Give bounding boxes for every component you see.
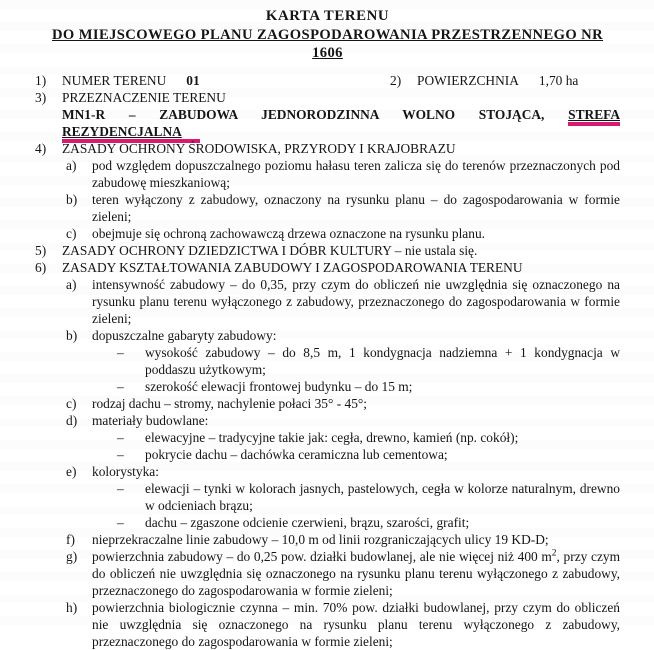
- item-text: kolorystyka:: [92, 464, 159, 479]
- item-text: wysokość zabudowy – do 8,5 m, 1 kondygnacja nadziemna + 1 kondygnacja w poddaszu użytkowym;: [145, 345, 620, 377]
- item-marker: h): [66, 600, 78, 615]
- section-heading: ZASADY KSZTAŁTOWANIA ZABUDOWY I ZAGOSPODAROWANIA TERENU: [62, 260, 523, 275]
- terrain-number-marker: 1): [35, 73, 47, 88]
- sections: [35, 140, 620, 650]
- item-text: rodzaj dachu – stromy, nachylenie połaci 35° - 45°;: [92, 396, 367, 411]
- item-text: intensywność zabudowy – do 0,35, przy czym do obliczeń nie uwzględnia się oznaczonego na rysunku planu terenu wyłączonego z zabudowy, przeznaczonego do zagospodarowania w formie zieleni;: [92, 277, 620, 326]
- list-item: [66, 599, 620, 650]
- item-marker: c): [66, 396, 77, 411]
- list-item: [66, 531, 620, 548]
- item-marker: c): [66, 226, 77, 241]
- designation-prefix: MN1-R – ZABUDOWA JEDNORODZINNA WOLNO STOJĄCA,: [62, 107, 545, 122]
- document-title: KARTA TERENU: [265, 8, 390, 24]
- item-text: materiały budowlane:: [92, 413, 209, 428]
- item-text: powierzchnia zabudowy – do 0,25 pow. działki budowlanej, ale nie więcej niż 400 $m^2$, przy czym do obliczeń nie uwzględnia się oznaczonego na rysunku planu terenu wyłączonego z zabudowy, przeznaczonego do zagospodarowania w formie zieleni;: [92, 548, 620, 598]
- list-item: [66, 276, 620, 327]
- item-marker: –: [117, 430, 124, 445]
- list-item: [66, 191, 620, 225]
- section-marker: 6): [35, 260, 47, 275]
- item-text: szerokość elewacji frontowej budynku – do 15 m;: [145, 379, 413, 394]
- item-text: dachu – zgaszone odcienie czerwieni, brązu, szarości, grafit;: [145, 515, 470, 530]
- item-marker: –: [117, 345, 124, 360]
- item-marker: g): [66, 549, 78, 564]
- item-marker: a): [66, 277, 77, 292]
- designation-line2: [62, 123, 620, 140]
- area-marker: 2): [390, 73, 402, 88]
- list-item: [66, 395, 620, 412]
- area-label: POWIERZCHNIA: [417, 73, 519, 88]
- list-item: [117, 378, 620, 395]
- designation-marked-rezydencjalna: REZYDENCJALNA: [62, 124, 200, 143]
- purpose-heading: PRZEZNACZENIE TERENU: [62, 90, 226, 105]
- designation-marked-strefa: STREFA: [568, 107, 620, 126]
- section-heading-row: [35, 140, 620, 157]
- area-value: 1,70 ha: [538, 73, 579, 88]
- list-item: [66, 463, 620, 480]
- designation-block: [62, 106, 620, 140]
- item-marker: e): [66, 464, 77, 479]
- designation-line1: [62, 106, 620, 123]
- item-marker: –: [117, 515, 124, 530]
- item-marker: –: [117, 447, 124, 462]
- list-item: [117, 514, 620, 531]
- section-marker: 4): [35, 141, 47, 156]
- terrain-number-value: 01: [186, 73, 200, 88]
- item-marker: b): [66, 328, 78, 343]
- item-marker: –: [117, 481, 124, 496]
- list-item: [117, 480, 620, 514]
- purpose-marker: 3): [35, 90, 47, 105]
- list-item: [66, 225, 620, 242]
- section-heading-row: [35, 259, 620, 276]
- terrain-number-label: NUMER TERENU: [62, 73, 167, 88]
- item-marker: d): [66, 413, 78, 428]
- area-field: [390, 72, 578, 89]
- item-text: elewacji – tynki w kolorach jasnych, pastelowych, cegła w kolorze naturalnym, drewno w odcieniach brązu;: [145, 481, 620, 513]
- purpose-section: [35, 89, 620, 140]
- list-item: [117, 344, 620, 378]
- document-subtitle: DO MIEJSCOWEGO PLANU ZAGOSPODAROWANIA PRZESTRZENNEGO NR 1606: [51, 27, 604, 61]
- item-text: pokrycie dachu – dachówka ceramiczna lub cementowa;: [145, 447, 448, 462]
- purpose-heading-row: [35, 89, 620, 106]
- section-heading: ZASADY OCHRONY DZIEDZICTWA I DÓBR KULTURY – nie ustala się.: [62, 243, 478, 258]
- list-item: [117, 446, 620, 463]
- item-text: dopuszczalne gabaryty zabudowy:: [92, 328, 277, 343]
- section-heading: ZASADY OCHRONY ŚRODOWISKA, PRZYRODY I KRAJOBRAZU: [62, 141, 456, 156]
- item-text: elewacyjne – tradycyjne takie jak: cegła, drewno, kamień (np. cokół);: [145, 430, 519, 445]
- item-marker: –: [117, 379, 124, 394]
- item-text: nieprzekraczalne linie zabudowy – 10,0 m od linii rozgraniczających ulicy 19 KD-D;: [92, 532, 549, 547]
- item-text: teren wyłączony z zabudowy, oznaczony na rysunku planu – do zagospodarowania w formie zieleni;: [92, 192, 620, 224]
- item-text: obejmuje się ochroną zachowawczą drzewa oznaczone na rysunku planu.: [92, 226, 485, 241]
- item-marker: b): [66, 192, 78, 207]
- item-text: powierzchnia biologicznie czynna – min. 70% pow. działki budowlanej, przy czym do obliczeń nie uwzględnia się oznaczonego na rysunku planu terenu wyłączonego z zabudowy, przeznaczonego do zagospodarowania w formie zieleni;: [92, 600, 620, 649]
- section-marker: 5): [35, 243, 47, 258]
- superscript: 2: [551, 548, 557, 559]
- list-item: [66, 157, 620, 191]
- list-item: [66, 327, 620, 344]
- list-item: [117, 429, 620, 446]
- item-marker: a): [66, 158, 77, 173]
- item-text: pod względem dopuszczalnego poziomu hałasu teren zalicza się do terenów przeznaczonych pod zabudowę mieszkaniową;: [92, 158, 620, 190]
- item-marker: f): [66, 532, 75, 547]
- section-heading-row: [35, 242, 620, 259]
- list-item: [66, 412, 620, 429]
- fields-row: [35, 72, 620, 89]
- list-item: [66, 548, 620, 599]
